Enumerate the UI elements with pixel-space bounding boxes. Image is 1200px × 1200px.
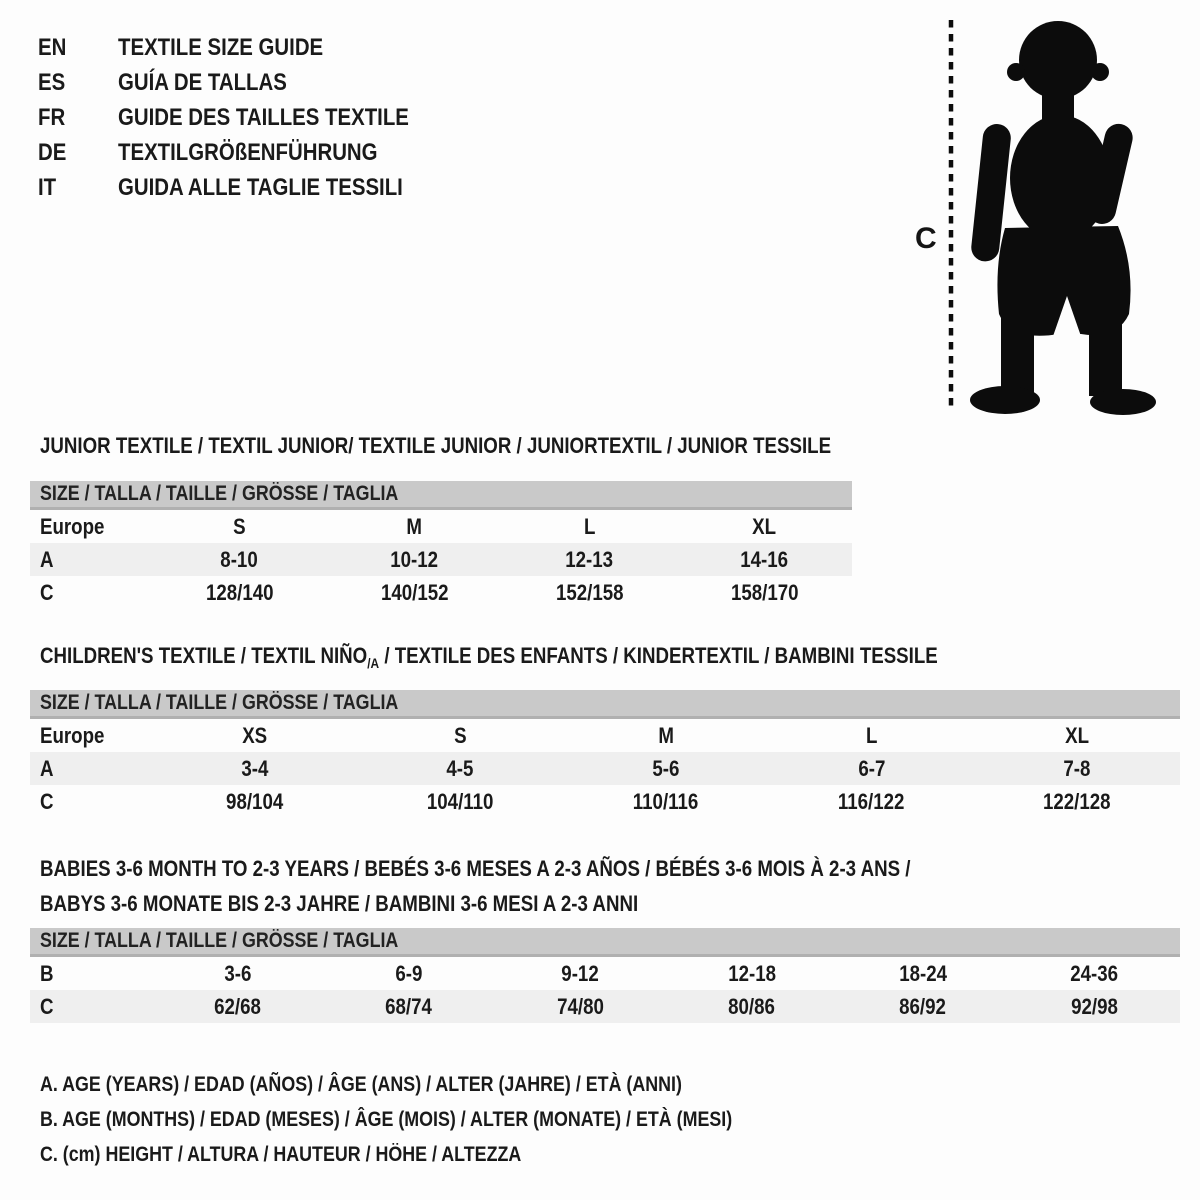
guide-title: GUIDE DES TAILLES TEXTILE xyxy=(118,103,409,131)
size-value: 86/92 xyxy=(899,993,947,1019)
language-row-fr xyxy=(38,100,460,135)
size-header-band: SIZE / TALLA / TAILLE / GRÖSSE / TAGLIA xyxy=(30,481,852,510)
size-value: 3-6 xyxy=(224,960,252,986)
size-value: 74/80 xyxy=(556,993,604,1019)
size-value: 3-4 xyxy=(241,755,269,781)
language-row-es xyxy=(38,65,460,100)
children-size-table xyxy=(30,690,1180,818)
legend-line-c: C. (cm) HEIGHT / ALTURA / HAUTEUR / HÖHE / ALTEZZA xyxy=(40,1143,522,1166)
size-row-c xyxy=(30,576,852,609)
children-section-title: CHILDREN'S TEXTILE / TEXTIL $NIÑO_{/A}$ / TEXTILE DES ENFANTS / KINDERTEXTIL / BAMBINI TESSILE xyxy=(40,643,938,671)
language-title-list xyxy=(38,30,460,205)
size-value: 7-8 xyxy=(1063,755,1091,781)
size-value: 24-36 xyxy=(1070,960,1119,986)
size-value: 116/122 xyxy=(838,788,905,814)
guide-title: GUÍA DE TALLAS xyxy=(118,68,287,96)
size-header-band: SIZE / TALLA / TAILLE / GRÖSSE / TAGLIA xyxy=(30,690,1180,719)
size-value: 152/158 xyxy=(555,579,624,605)
size-value: S xyxy=(233,513,246,539)
row-label: C xyxy=(40,993,54,1019)
baby-silhouette xyxy=(970,21,1156,415)
nino-a-subscript: /A xyxy=(367,655,380,671)
language-code: FR xyxy=(38,103,66,131)
babies-size-table xyxy=(30,928,1180,1023)
size-row-europe xyxy=(30,510,852,543)
size-value: 68/74 xyxy=(385,993,433,1019)
size-value: M xyxy=(658,722,674,748)
babies-section-title xyxy=(40,851,1064,921)
language-code: DE xyxy=(38,138,67,166)
size-row-a xyxy=(30,752,1180,785)
size-row-c xyxy=(30,785,1180,818)
size-value: XS xyxy=(242,722,268,748)
size-value: 158/170 xyxy=(730,579,799,605)
row-label: B xyxy=(40,960,54,986)
size-value: 122/128 xyxy=(1043,788,1111,814)
language-row-it xyxy=(38,170,460,205)
row-label: C xyxy=(40,788,54,814)
size-row-europe xyxy=(30,719,1180,752)
row-label: C xyxy=(40,579,54,605)
size-value: 140/152 xyxy=(380,579,449,605)
size-value: 6-9 xyxy=(395,960,423,986)
guide-title: TEXTILE SIZE GUIDE xyxy=(118,33,324,61)
size-value: XL xyxy=(1065,722,1090,748)
height-label-c: C xyxy=(915,222,937,255)
measure-legend xyxy=(40,1067,854,1172)
size-value: 98/104 xyxy=(226,788,284,814)
language-code: IT xyxy=(38,173,57,201)
size-value: 9-12 xyxy=(561,960,600,986)
size-row-c xyxy=(30,990,1180,1023)
guide-title: TEXTILGRÖßENFÜHRUNG xyxy=(118,138,378,166)
size-value: 5-6 xyxy=(652,755,680,781)
size-value: 12-18 xyxy=(727,960,776,986)
size-value: 8-10 xyxy=(220,546,259,572)
language-code: EN xyxy=(38,33,67,61)
language-row-de xyxy=(38,135,460,170)
guide-title: GUIDA ALLE TAGLIE TESSILI xyxy=(118,173,403,201)
size-value: 10-12 xyxy=(390,546,439,572)
junior-size-table xyxy=(30,481,852,609)
size-value: 110/116 xyxy=(633,788,699,814)
size-value: 128/140 xyxy=(205,579,274,605)
size-value: L xyxy=(865,722,878,748)
baby-height-figure xyxy=(895,8,1160,428)
junior-section-title: JUNIOR TEXTILE / TEXTIL JUNIOR/ TEXTILE JUNIOR / JUNIORTEXTIL / JUNIOR TESSILE xyxy=(40,433,832,458)
row-label: A xyxy=(40,546,54,572)
row-label: A xyxy=(40,755,54,781)
row-label: Europe xyxy=(40,722,105,748)
language-code: ES xyxy=(38,68,66,96)
size-value: 4-5 xyxy=(446,755,474,781)
row-label: Europe xyxy=(40,513,105,539)
size-value: S xyxy=(454,722,467,748)
size-value: 62/68 xyxy=(214,993,262,1019)
size-value: 80/86 xyxy=(728,993,776,1019)
size-value: L xyxy=(583,513,596,539)
babies-title-line2: BABYS 3-6 MONATE BIS 2-3 JAHRE / BAMBINI 3-6 MESI A 2-3 ANNI xyxy=(40,891,639,916)
size-row-a xyxy=(30,543,852,576)
size-header-band: SIZE / TALLA / TAILLE / GRÖSSE / TAGLIA xyxy=(30,928,1180,957)
size-value: 14-16 xyxy=(740,546,789,572)
size-value: 104/110 xyxy=(427,788,494,814)
size-value: 92/98 xyxy=(1070,993,1118,1019)
size-value: 18-24 xyxy=(899,960,947,986)
size-value: XL xyxy=(752,513,777,539)
size-value: M xyxy=(406,513,423,539)
size-value: 6-7 xyxy=(858,755,886,781)
legend-line-a: A. AGE (YEARS) / EDAD (AÑOS) / ÂGE (ANS) / ALTER (JAHRE) / ETÀ (ANNI) xyxy=(40,1073,682,1096)
size-row-b xyxy=(30,957,1180,990)
babies-title-line1: BABIES 3-6 MONTH TO 2-3 YEARS / BEBÉS 3-6 MESES A 2-3 AÑOS / BÉBÉS 3-6 MOIS À 2-3 ANS / xyxy=(40,856,911,881)
size-value: 12-13 xyxy=(565,546,614,572)
language-row-en xyxy=(38,30,460,65)
legend-line-b: B. AGE (MONTHS) / EDAD (MESES) / ÂGE (MOIS) / ALTER (MONATE) / ETÀ (MESI) xyxy=(40,1108,733,1131)
